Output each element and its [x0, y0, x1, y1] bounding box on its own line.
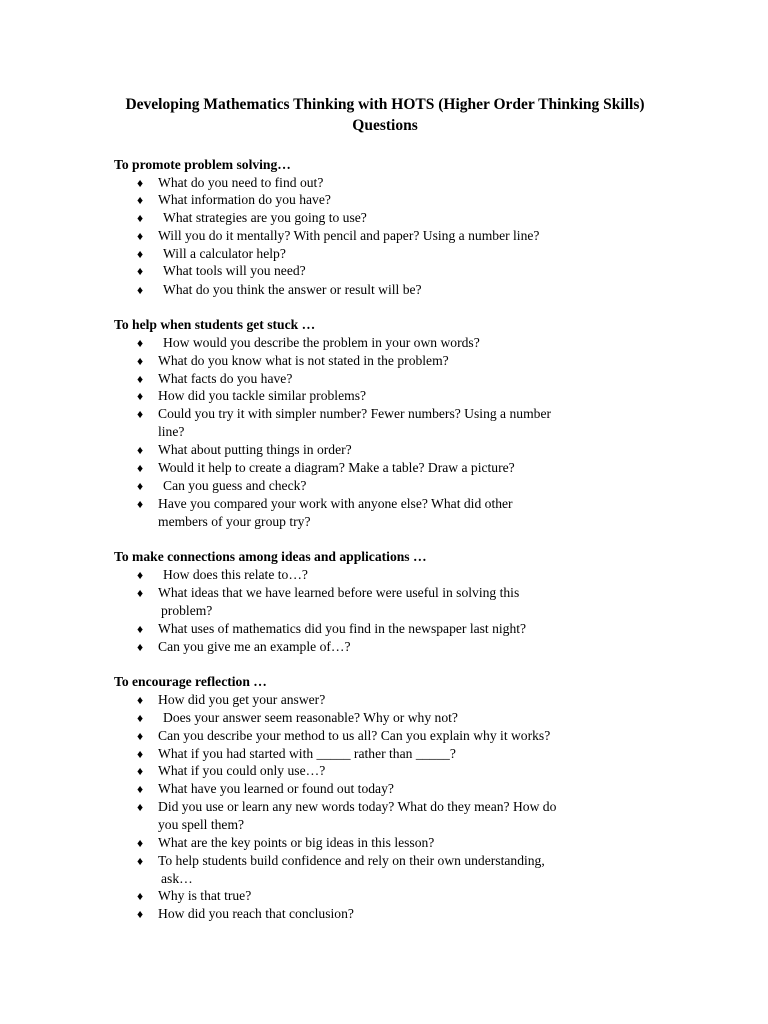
- list-item-text: How did you tackle similar problems?: [158, 388, 367, 403]
- diamond-bullet-icon: ♦: [137, 264, 144, 278]
- list-item-text: Would it help to create a diagram? Make a table? Draw a picture?: [158, 460, 515, 475]
- section-heading-students-stuck: To help when students get stuck …: [114, 317, 316, 332]
- list-item-text: What information do you have?: [158, 192, 331, 207]
- list-item-text: Have you compared your work with anyone else? What did other: [158, 496, 513, 511]
- diamond-bullet-icon: ♦: [137, 479, 144, 493]
- diamond-bullet-icon: ♦: [137, 461, 144, 475]
- diamond-bullet-icon: ♦: [137, 747, 144, 761]
- list-item-text: What if you could only use…?: [158, 763, 326, 778]
- list-item-continuation: you spell them?: [158, 817, 245, 832]
- list-item-text: What do you need to find out?: [158, 175, 324, 190]
- list-item-text: How did you get your answer?: [158, 692, 326, 707]
- list-item-text: What do you know what is not stated in the problem?: [158, 353, 449, 368]
- diamond-bullet-icon: ♦: [137, 836, 144, 850]
- diamond-bullet-icon: ♦: [137, 907, 144, 921]
- list-item-continuation: ask…: [161, 871, 193, 886]
- list-item-text: What tools will you need?: [163, 263, 306, 278]
- diamond-bullet-icon: ♦: [137, 854, 144, 868]
- list-item-text: How would you describe the problem in your own words?: [163, 335, 480, 350]
- document-title: Developing Mathematics Thinking with HOTS (Higher Order Thinking Skills) Questions: [125, 96, 645, 134]
- diamond-bullet-icon: ♦: [137, 568, 144, 582]
- diamond-bullet-icon: ♦: [137, 800, 144, 814]
- section-heading-reflection: To encourage reflection …: [114, 674, 267, 689]
- list-item-text: What facts do you have?: [158, 371, 293, 386]
- diamond-bullet-icon: ♦: [137, 586, 144, 600]
- list-item-text: What do you think the answer or result will be?: [163, 282, 422, 297]
- list-item-text: What are the key points or big ideas in this lesson?: [158, 835, 435, 850]
- list-item-text: Why is that true?: [158, 888, 252, 903]
- diamond-bullet-icon: ♦: [137, 176, 144, 190]
- list-item-text: How does this relate to…?: [163, 567, 308, 582]
- list-item-text: What about putting things in order?: [158, 442, 352, 457]
- list-item-text: Will you do it mentally? With pencil and paper? Using a number line?: [158, 228, 540, 243]
- diamond-bullet-icon: ♦: [137, 782, 144, 796]
- diamond-bullet-icon: ♦: [137, 640, 144, 654]
- list-item-text: To help students build confidence and rely on their own understanding,: [158, 853, 545, 868]
- diamond-bullet-icon: ♦: [137, 693, 144, 707]
- diamond-bullet-icon: ♦: [137, 372, 144, 386]
- list-item-text: How did you reach that conclusion?: [158, 906, 354, 921]
- diamond-bullet-icon: ♦: [137, 247, 144, 261]
- list-item-text: What if you had started with _____ rather than _____?: [158, 746, 456, 761]
- diamond-bullet-icon: ♦: [137, 193, 144, 207]
- list-item-text: Can you guess and check?: [163, 478, 307, 493]
- diamond-bullet-icon: ♦: [137, 389, 144, 403]
- list-item-continuation: line?: [158, 424, 185, 439]
- list-item-continuation: problem?: [161, 603, 213, 618]
- diamond-bullet-icon: ♦: [137, 497, 144, 511]
- list-item-continuation: members of your group try?: [158, 514, 311, 529]
- diamond-bullet-icon: ♦: [137, 711, 144, 725]
- section-heading-problem-solving: To promote problem solving…: [114, 157, 291, 172]
- list-item-text: What ideas that we have learned before were useful in solving this: [158, 585, 520, 600]
- diamond-bullet-icon: ♦: [137, 889, 144, 903]
- list-item-text: What strategies are you going to use?: [163, 210, 367, 225]
- diamond-bullet-icon: ♦: [137, 336, 144, 350]
- diamond-bullet-icon: ♦: [137, 407, 144, 421]
- diamond-bullet-icon: ♦: [137, 229, 144, 243]
- diamond-bullet-icon: ♦: [137, 443, 144, 457]
- list-item-text: What uses of mathematics did you find in the newspaper last night?: [158, 621, 527, 636]
- list-item-text: What have you learned or found out today?: [158, 781, 394, 796]
- list-item-text: Did you use or learn any new words today? What do they mean? How do: [158, 799, 557, 814]
- diamond-bullet-icon: ♦: [137, 764, 144, 778]
- list-item-text: Can you give me an example of…?: [158, 639, 351, 654]
- list-item-text: Can you describe your method to us all? Can you explain why it works?: [158, 728, 551, 743]
- list-item-text: Could you try it with simpler number? Fewer numbers? Using a number: [158, 406, 552, 421]
- diamond-bullet-icon: ♦: [137, 622, 144, 636]
- diamond-bullet-icon: ♦: [137, 283, 144, 297]
- section-heading-connections: To make connections among ideas and applications …: [114, 549, 427, 564]
- diamond-bullet-icon: ♦: [137, 729, 144, 743]
- list-item-text: Will a calculator help?: [163, 246, 286, 261]
- list-item-text: Does your answer seem reasonable? Why or why not?: [163, 710, 458, 725]
- diamond-bullet-icon: ♦: [137, 211, 144, 225]
- diamond-bullet-icon: ♦: [137, 354, 144, 368]
